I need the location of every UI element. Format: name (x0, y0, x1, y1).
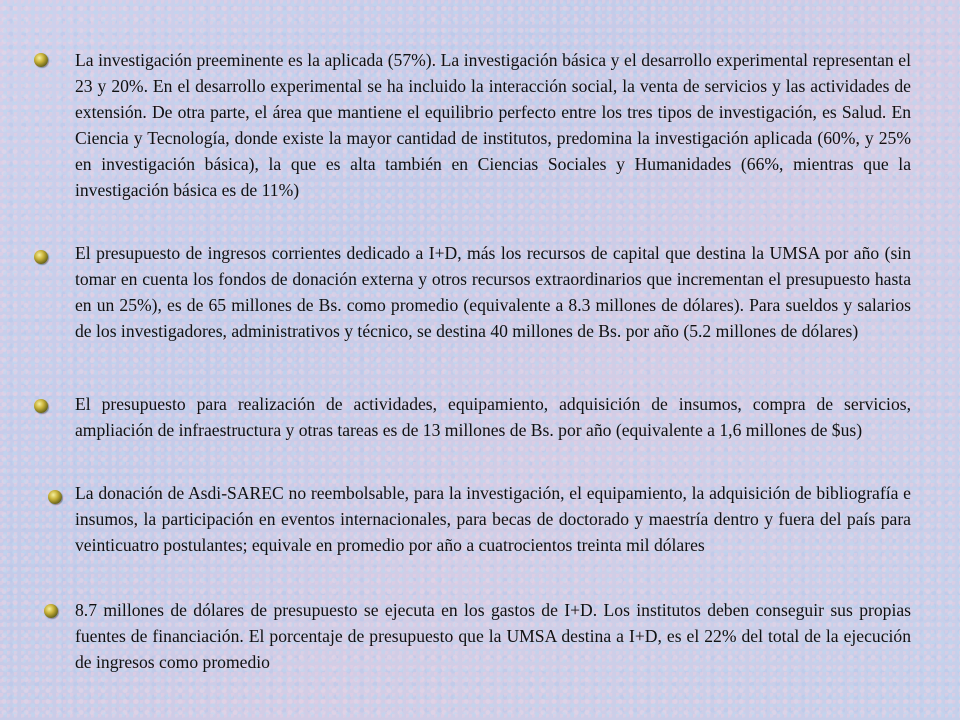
gold-sphere-bullet-icon (34, 399, 48, 413)
paragraph-rd-execution: 8.7 millones de dólares de presupuesto se ejecuta en los gastos de I+D. Los institutos deben conseguir sus propias fuentes de financiación. El porcentaje de presupuesto que la UMSA destina a I+D, es el 22% del total de la ejecución de ingresos como promedio (75, 600, 911, 672)
gold-sphere-bullet-icon (34, 53, 48, 67)
paragraph-research-types: La investigación preeminente es la aplicada (57%). La investigación básica y el desarrollo experimental representan el 23 y 20%. En el desarrollo experimental se ha incluido la interacción social, la venta de servicios y las actividades de extensión. De otra parte, el área que mantiene el equilibrio perfecto entre los tres tipos de investigación, es Salud. En Ciencia y Tecnología, donde existe la mayor cantidad de institutos, predomina la investigación aplicada (60%, y 25% en investigación básica), la que es alta también en Ciencias Sociales y Humanidades (66%, mientras que la investigación básica es de 11%) (75, 50, 911, 200)
paragraph-activities-budget: El presupuesto para realización de actividades, equipamiento, adquisición de insumos, compra de servicios, ampliación de infraestructura y otras tareas es de 13 millones de Bs. por año (equivalente a 1,6 millones de $us) (75, 394, 911, 440)
gold-sphere-bullet-icon (44, 604, 58, 618)
paragraph-current-income-budget: El presupuesto de ingresos corrientes dedicado a I+D, más los recursos de capital que destina la UMSA por año (sin tomar en cuenta los fondos de donación externa y otros recursos extraordinarios que incrementan el presupuesto hasta en un 25%), es de 65 millones de Bs. como promedio (equivalente a 8.3 millones de dólares). Para sueldos y salarios de los investigadores, administrativos y técnico, se destina 40 millones de Bs. por año (5.2 millones de dólares) (75, 243, 911, 341)
gold-sphere-bullet-icon (34, 250, 48, 264)
gold-sphere-bullet-icon (48, 490, 62, 504)
paragraph-asdi-sarec-donation: La donación de Asdi-SAREC no reembolsable, para la investigación, el equipamiento, la adquisición de bibliografía e insumos, la participación en eventos internacionales, para becas de doctorado y maestría dentro y fuera del país para veinticuatro postulantes; equivale en promedio por año a cuatrocientos treinta mil dólares (75, 483, 911, 555)
